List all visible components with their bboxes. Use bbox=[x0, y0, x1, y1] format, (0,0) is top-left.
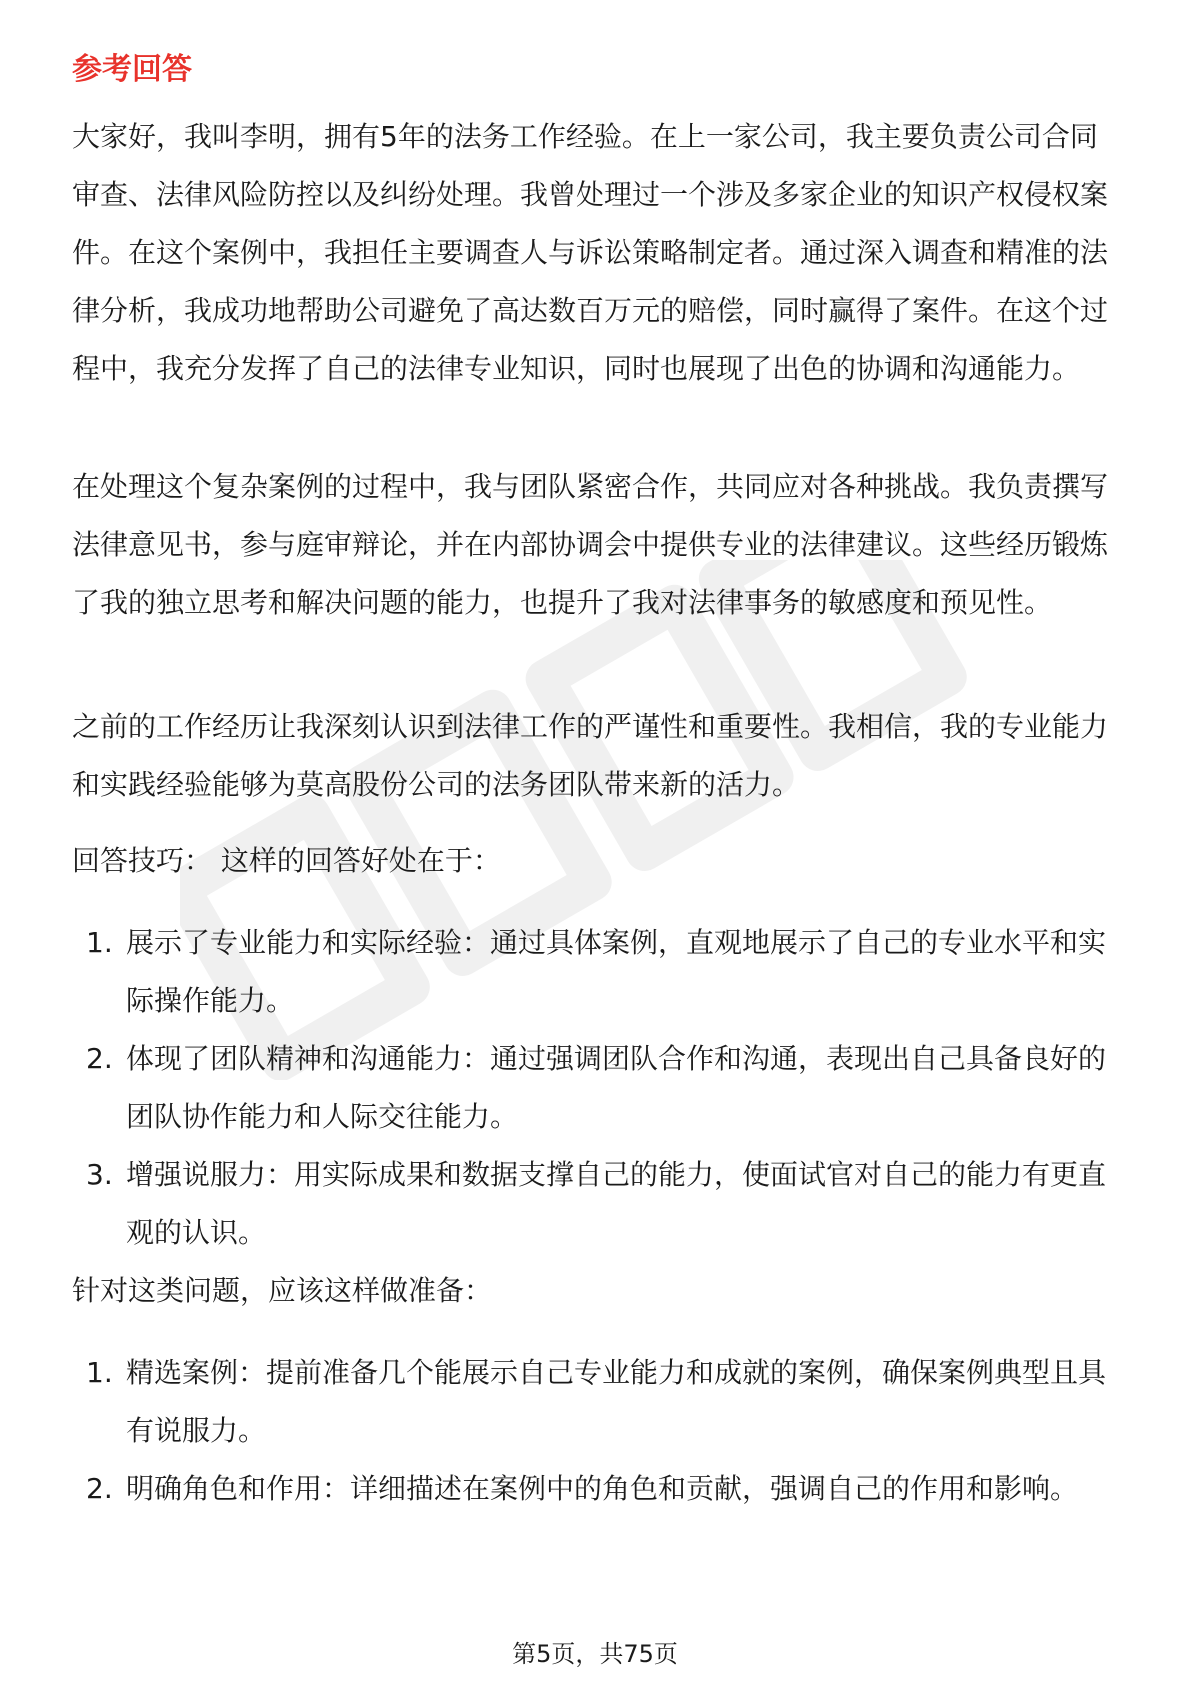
list-item bbox=[72, 1460, 1122, 1518]
tips-heading: 回答技巧： 这样的回答好处在于： bbox=[72, 844, 501, 877]
prep-heading: 针对这类问题，应该这样做准备： bbox=[72, 1274, 493, 1307]
prep-list bbox=[72, 1344, 1122, 1518]
list-item bbox=[72, 914, 1122, 1030]
page-number-footer: 第5页，共75页 bbox=[512, 1640, 678, 1668]
list-number: 3. bbox=[86, 1158, 113, 1191]
list-text: 增强说服力：用实际成果和数据支撑自己的能力，使面试官对自己的能力有更直观的认识。 bbox=[126, 1158, 1107, 1249]
list-item bbox=[72, 1146, 1122, 1262]
section-heading: 参考回答 bbox=[72, 52, 192, 87]
intro-paragraph-3: 之前的工作经历让我深刻认识到法律工作的严谨性和重要性。我相信，我的专业能力和实践经验能够为莫高股份公司的法务团队带来新的活力。 bbox=[72, 710, 1109, 801]
intro-paragraph-1: 大家好，我叫李明，拥有5年的法务工作经验。在上一家公司，我主要负责公司合同审查、法律风险防控以及纠纷处理。我曾处理过一个涉及多家企业的知识产权侵权案件。在这个案例中，我担任主要调查人与诉讼策略制定者。通过深入调查和精准的法律分析，我成功地帮助公司避免了高达数百万元的赔偿，同时赢得了案件。在这个过程中，我充分发挥了自己的法律专业知识，同时也展现了出色的协调和沟通能力。 bbox=[72, 120, 1109, 385]
list-text: 明确角色和作用：详细描述在案例中的角色和贡献，强调自己的作用和影响。 bbox=[126, 1472, 1079, 1505]
list-number: 1. bbox=[86, 926, 113, 959]
list-text: 展示了专业能力和实际经验：通过具体案例，直观地展示了自己的专业水平和实际操作能力。 bbox=[126, 926, 1107, 1017]
list-text: 精选案例：提前准备几个能展示自己专业能力和成就的案例，确保案例典型且具有说服力。 bbox=[126, 1356, 1107, 1447]
list-text: 体现了团队精神和沟通能力：通过强调团队合作和沟通，表现出自己具备良好的团队协作能力和人际交往能力。 bbox=[126, 1042, 1107, 1133]
list-item bbox=[72, 1344, 1122, 1460]
list-number: 2. bbox=[86, 1042, 113, 1075]
list-number: 2. bbox=[86, 1472, 113, 1505]
list-number: 1. bbox=[86, 1356, 113, 1389]
intro-paragraph-2: 在处理这个复杂案例的过程中，我与团队紧密合作，共同应对各种挑战。我负责撰写法律意见书，参与庭审辩论，并在内部协调会中提供专业的法律建议。这些经历锻炼了我的独立思考和解决问题的能力，也提升了我对法律事务的敏感度和预见性。 bbox=[72, 470, 1109, 619]
list-item bbox=[72, 1030, 1122, 1146]
tips-list bbox=[72, 914, 1122, 1262]
